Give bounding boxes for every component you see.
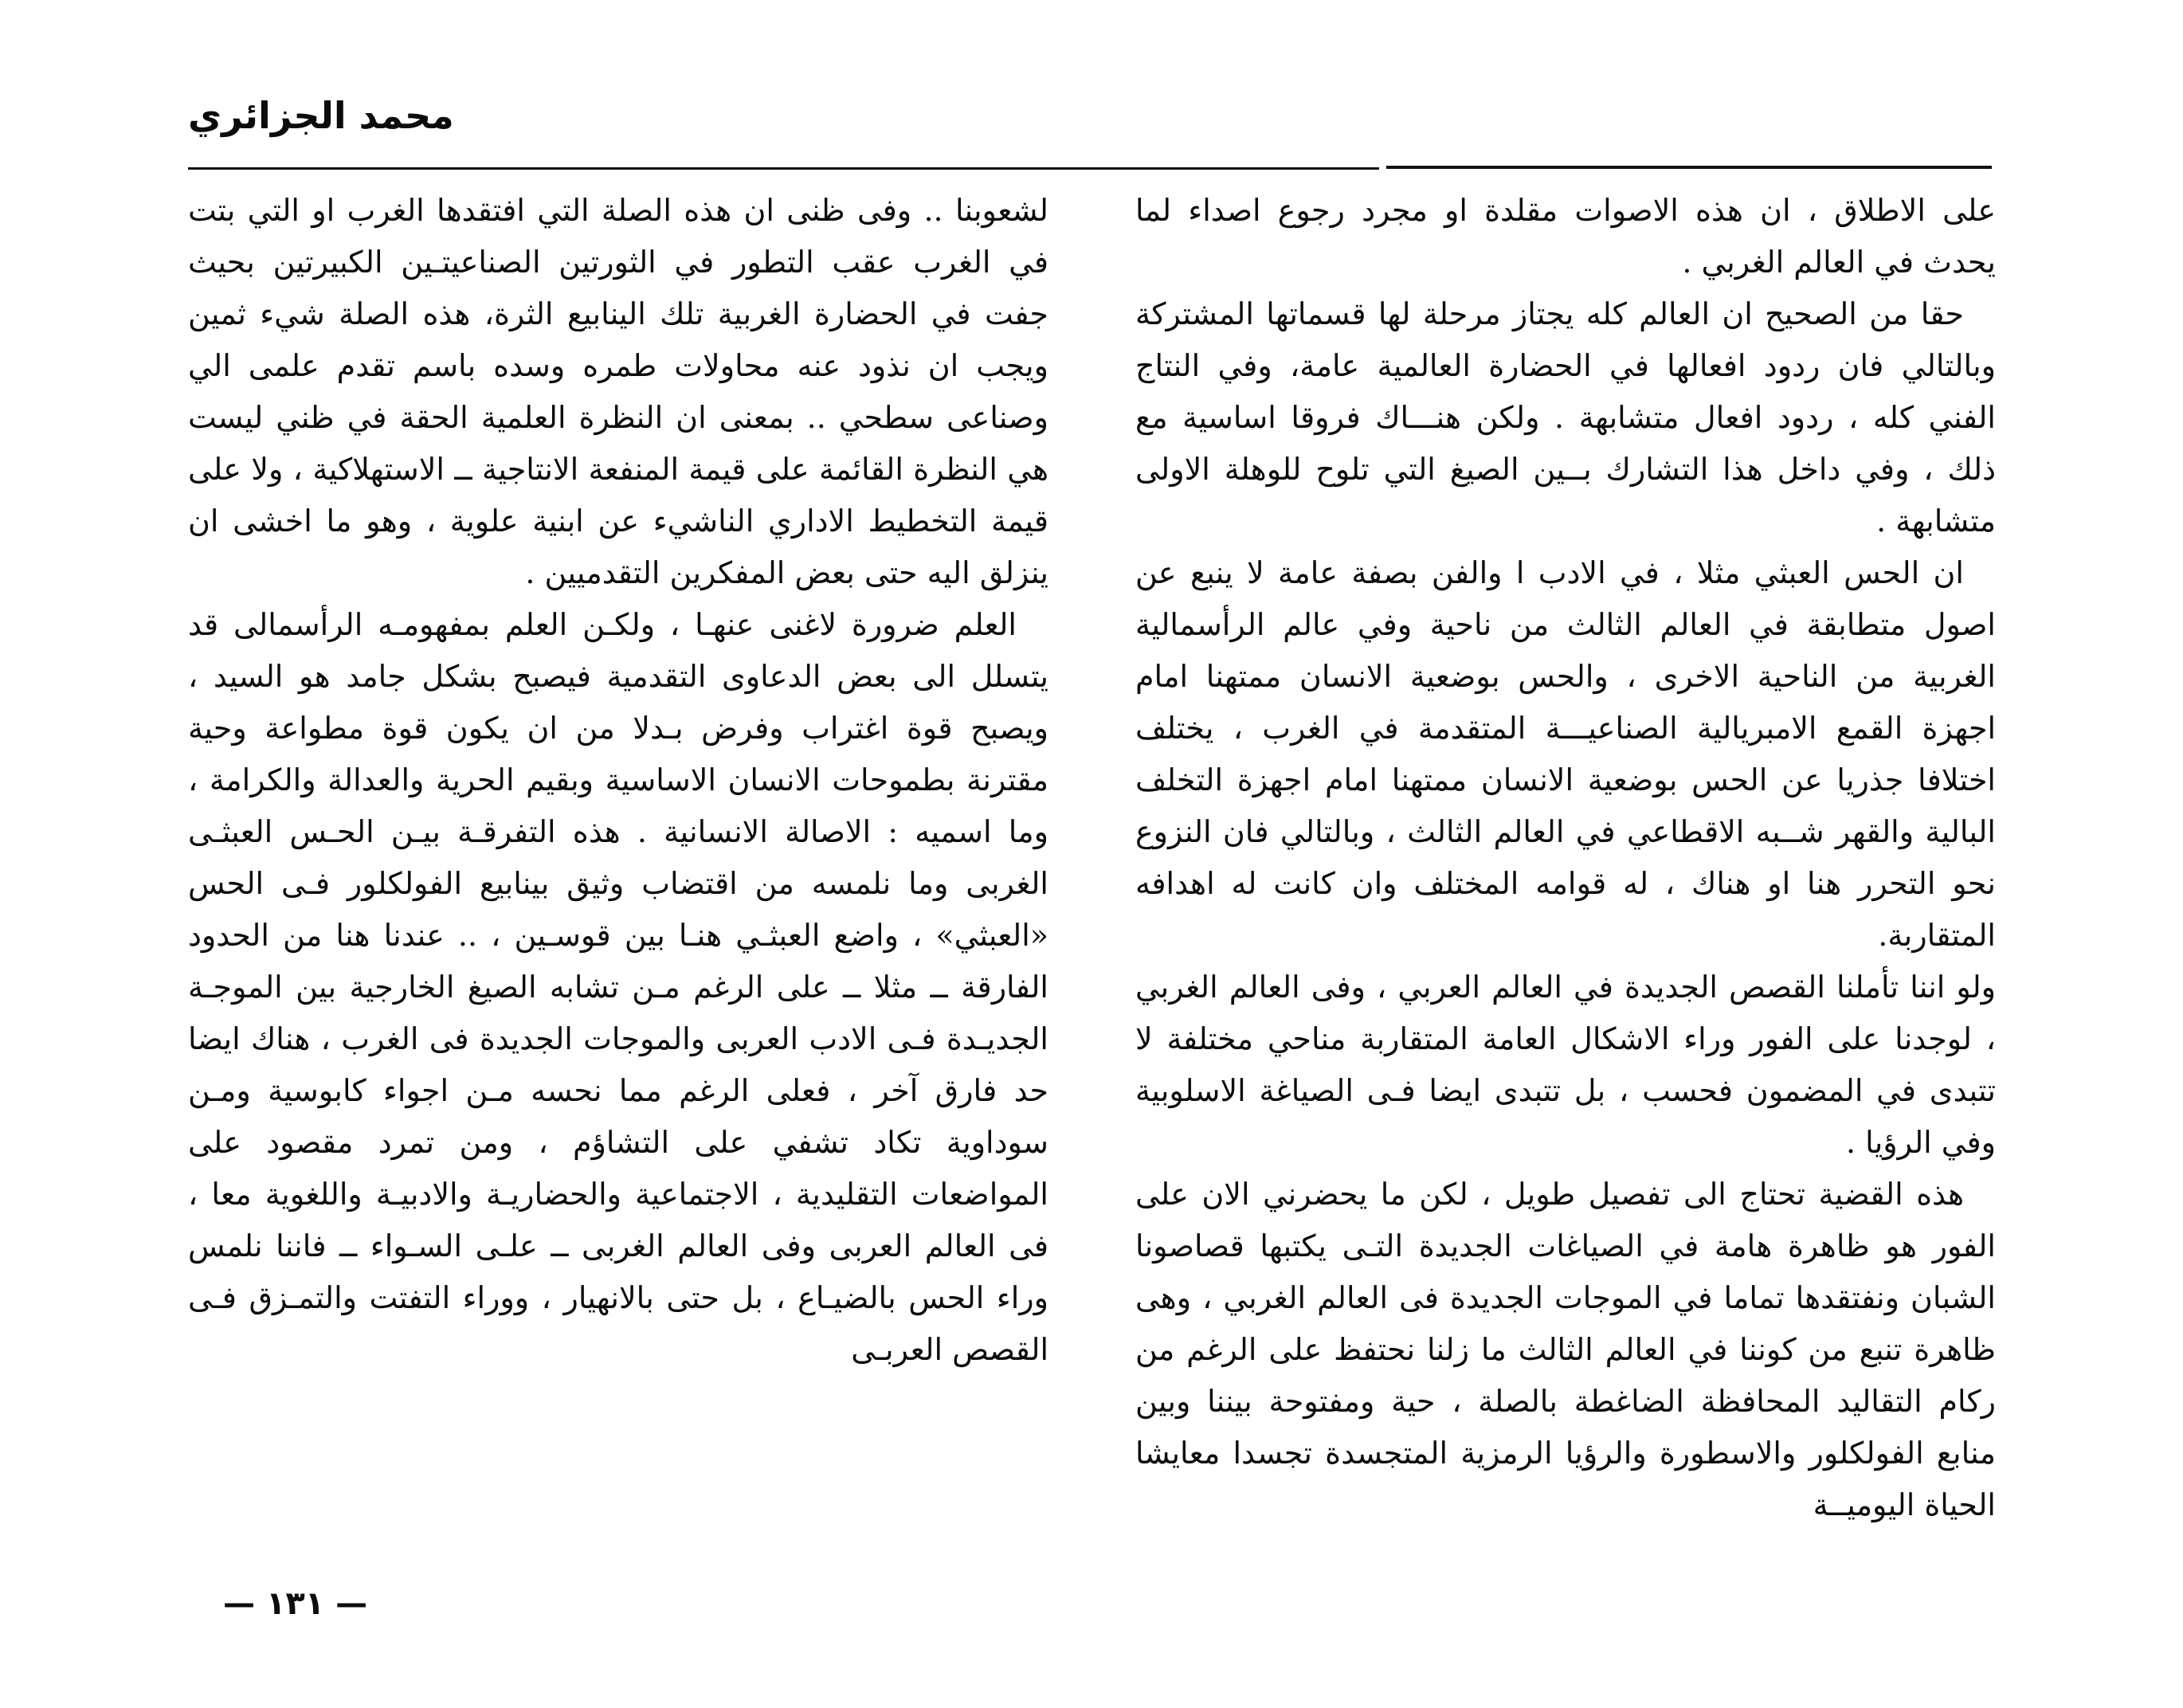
paragraph: هذه القضية تحتاج الى تفصيل طويل ، لكن ما يحضرني الان على الفور هو ظاهرة هامة في الصياغات الجديدة التـى يكتبها قصاصونا الشبان ونفتقدها تماما في الموجات الجديدة فى العالم الغربي ، وهى ظاهرة تنبع من كوننا في العالم الثالث ما زلنا نحتفظ على الرغم من ركام التقاليد المحافظة الضاغطة بالصلة ، حية ومفتوحة بيننا وبين منابع الفولكلور والاسطورة والرؤيا الرمزية المتجسدة تجسدا معايشا الحياة اليوميــة	[1135, 1177, 1996, 1522]
paragraph: ولو اننا تأملنا القصص الجديدة في العالم العربي ، وفى العالم الغربي ، لوجدنا على الفور وراء الاشكال العامة المتقاربة مناحي مختلفة لا تتبدى في المضمون فحسب ، بل تتبدى ايضا فـى الصياغة الاسلوبية وفي الرؤيا .	[1135, 970, 1996, 1160]
page-header	[188, 94, 1989, 158]
header-rule-left	[188, 167, 1379, 170]
paragraph: حقا من الصحيح ان العالم كله يجتاز مرحلة لها قسماتها المشتركة وبالتالي فان ردود افعالها في الحضارة العالمية عامة، وفي النتاج الفني كله ، ردود افعال متشابهة . ولكن هنـــاك فروقا اساسية مع ذلك ، وفي داخل هذا التشارك بــين الصيغ التي تلوح للوهلة الاولى متشابهة .	[1135, 296, 1996, 539]
left-column	[188, 185, 1048, 1376]
paragraph: ان الحس العبثي مثلا ، في الادب ا والفن بصفة عامة لا ينبع عن اصول متطابقة في العالم الثالث من ناحية وفي عالم الرأسمالية الغربية من الناحية الاخرى ، والحس بوضعية الانسان ممتهنا امام اجهزة القمع الامبريالية الصناعيـــة المتقدمة في الغرب ، يختلف اختلافا جذريا عن الحس بوضعية الانسان ممتهنا امام اجهزة التخلف البالية والقهر شــبه الاقطاعي في العالم الثالث ، وبالتالي فان النزوع نحو التحرر هنا او هناك ، له قوامه المختلف وان كانت له اهدافه المتقاربة.	[1135, 555, 1996, 953]
author-name: محمد الجزائري	[188, 94, 454, 137]
paragraph: على الاطلاق ، ان هذه الاصوات مقلدة او مجرد رجوع اصداء لما يحدث في العالم الغربي .	[1135, 193, 1996, 280]
right-column	[1135, 185, 1996, 1531]
paragraph: العلم ضرورة لاغنى عنهـا ، ولكـن العلم بمفهومـه الرأسمالى قد يتسلل الى بعض الدعاوى التقدمية فيصبح بشكل جامد هو السيد ، ويصبح قوة اغتراب وفرض بـدلا من ان يكون قوة مطواعة وحية مقترنة بطموحات الانسان الاساسية وبقيم الحرية والعدالة والكرامة ، وما اسميه : الاصالة الانسانية . هذه التفرقـة بيـن الحـس العبثـى الغربى وما نلمسه من اقتضاب وثيق بينابيع الفولكلور فـى الحس «العبثي» ، واضع العبثـي هنـا بين قوسـين ، .. عندنا هنا من الحدود الفارقة ــ مثلا ــ على الرغم مـن تشابه الصيغ الخارجية بين الموجـة الجديـدة فـى الادب العربى والموجات الجديدة فى الغرب ، هناك ايضا حد فارق آخر ، فعلى الرغم مما نحسه مـن اجواء كابوسية ومـن سوداوية تكاد تشفي على التشاؤم ، ومن تمرد مقصود على المواضعات التقليدية ، الاجتماعية والحضاريـة والادبيـة واللغوية معا ، فى العالم العربى وفى العالم الغربى ــ علـى السـواء ــ فاننا نلمس وراء الحس بالضيـاع ، بل حتى بالانهيار ، ووراء التفتت والتمـزق فـى القصص العربـى	[188, 607, 1048, 1367]
header-rule-right	[1386, 166, 1992, 169]
page-number: — ١٣١ —	[223, 1585, 368, 1622]
paragraph: لشعوبنا .. وفى ظنى ان هذه الصلة التي افتقدها الغرب او التي بتت في الغرب عقب التطور في الثورتين الصناعيتـين الكبيرتين بحيث جفت في الحضارة الغربية تلك الينابيع الثرة، هذه الصلة شيء ثمين ويجب ان نذود عنه محاولات طمره وسده باسم تقدم علمى الي وصناعى سطحي .. بمعنى ان النظرة العلمية الحقة في ظني ليست هي النظرة القائمة على قيمة المنفعة الانتاجية ــ الاستهلاكية ، ولا على قيمة التخطيط الاداري الناشيء عن ابنية علوية ، وهو ما اخشى ان ينزلق اليه حتى بعض المفكرين التقدميين .	[188, 193, 1048, 590]
